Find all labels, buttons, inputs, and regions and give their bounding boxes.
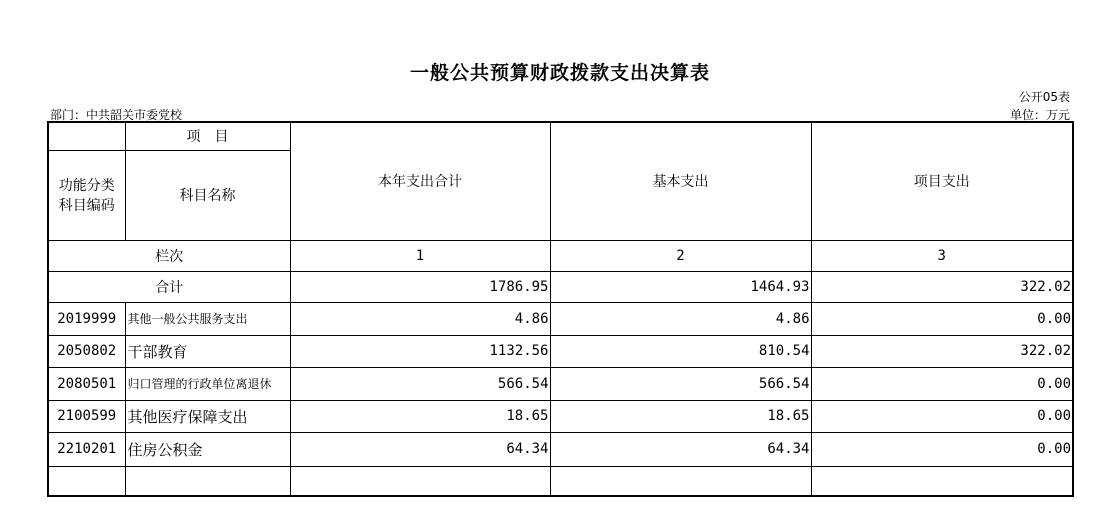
row-basic: 810.54 bbox=[550, 335, 811, 367]
row-name: 住房公积金 bbox=[125, 432, 290, 466]
table-row bbox=[48, 302, 1073, 335]
row-total: 4.86 bbox=[290, 302, 550, 335]
table-row bbox=[48, 432, 1073, 466]
row-code: 2210201 bbox=[48, 432, 125, 466]
row-name: 归口管理的行政单位离退休 bbox=[125, 367, 290, 400]
column-index-3: 3 bbox=[811, 240, 1073, 271]
row-total: 1132.56 bbox=[290, 335, 550, 367]
row-basic: 64.34 bbox=[550, 432, 811, 466]
row-total: 64.34 bbox=[290, 432, 550, 466]
row-basic: 566.54 bbox=[550, 367, 811, 400]
column-index-2: 2 bbox=[550, 240, 811, 271]
header-code-blank bbox=[48, 122, 125, 150]
row-code: 2100599 bbox=[48, 400, 125, 432]
header-name: 科目名称 bbox=[125, 150, 290, 240]
row-basic: 18.65 bbox=[550, 400, 811, 432]
row-code: 2019999 bbox=[48, 302, 125, 335]
table-row bbox=[48, 400, 1073, 432]
header-code-line2: 科目编码 bbox=[58, 198, 115, 214]
table-row bbox=[48, 335, 1073, 367]
row-code: 2050802 bbox=[48, 335, 125, 367]
department-label: 部门：中共韶关市委党校 bbox=[50, 108, 183, 122]
header-project: 项 目 bbox=[125, 122, 290, 150]
header-total: 本年支出合计 bbox=[290, 122, 550, 240]
header-project-expense: 项目支出 bbox=[811, 122, 1073, 240]
header-code bbox=[48, 150, 125, 240]
empty-cell bbox=[550, 466, 811, 496]
empty-cell bbox=[125, 466, 290, 496]
page-title: 一般公共预算财政拨款支出决算表 bbox=[409, 62, 710, 84]
row-total: 18.65 bbox=[290, 400, 550, 432]
column-index-1: 1 bbox=[290, 240, 550, 271]
sum-basic: 1464.93 bbox=[550, 271, 811, 302]
row-basic: 4.86 bbox=[550, 302, 811, 335]
unit-label: 单位：万元 bbox=[1009, 108, 1070, 122]
empty-cell bbox=[811, 466, 1073, 496]
empty-cell bbox=[48, 466, 125, 496]
row-project: 322.02 bbox=[811, 335, 1073, 367]
sum-row-label: 合计 bbox=[48, 271, 290, 302]
row-code: 2080501 bbox=[48, 367, 125, 400]
row-name: 干部教育 bbox=[125, 335, 290, 367]
column-index-label: 栏次 bbox=[48, 240, 290, 271]
row-project: 0.00 bbox=[811, 367, 1073, 400]
row-total: 566.54 bbox=[290, 367, 550, 400]
table-row bbox=[48, 367, 1073, 400]
sum-total: 1786.95 bbox=[290, 271, 550, 302]
header-basic: 基本支出 bbox=[550, 122, 811, 240]
row-name: 其他医疗保障支出 bbox=[125, 400, 290, 432]
sum-project: 322.02 bbox=[811, 271, 1073, 302]
row-name: 其他一般公共服务支出 bbox=[125, 302, 290, 335]
header-code-line1: 功能分类 bbox=[58, 178, 115, 194]
row-project: 0.00 bbox=[811, 302, 1073, 335]
expenditure-table bbox=[47, 121, 1074, 497]
row-project: 0.00 bbox=[811, 432, 1073, 466]
form-number: 公开05表 bbox=[1018, 90, 1070, 104]
row-project: 0.00 bbox=[811, 400, 1073, 432]
empty-cell bbox=[290, 466, 550, 496]
table-row-empty bbox=[48, 466, 1073, 496]
